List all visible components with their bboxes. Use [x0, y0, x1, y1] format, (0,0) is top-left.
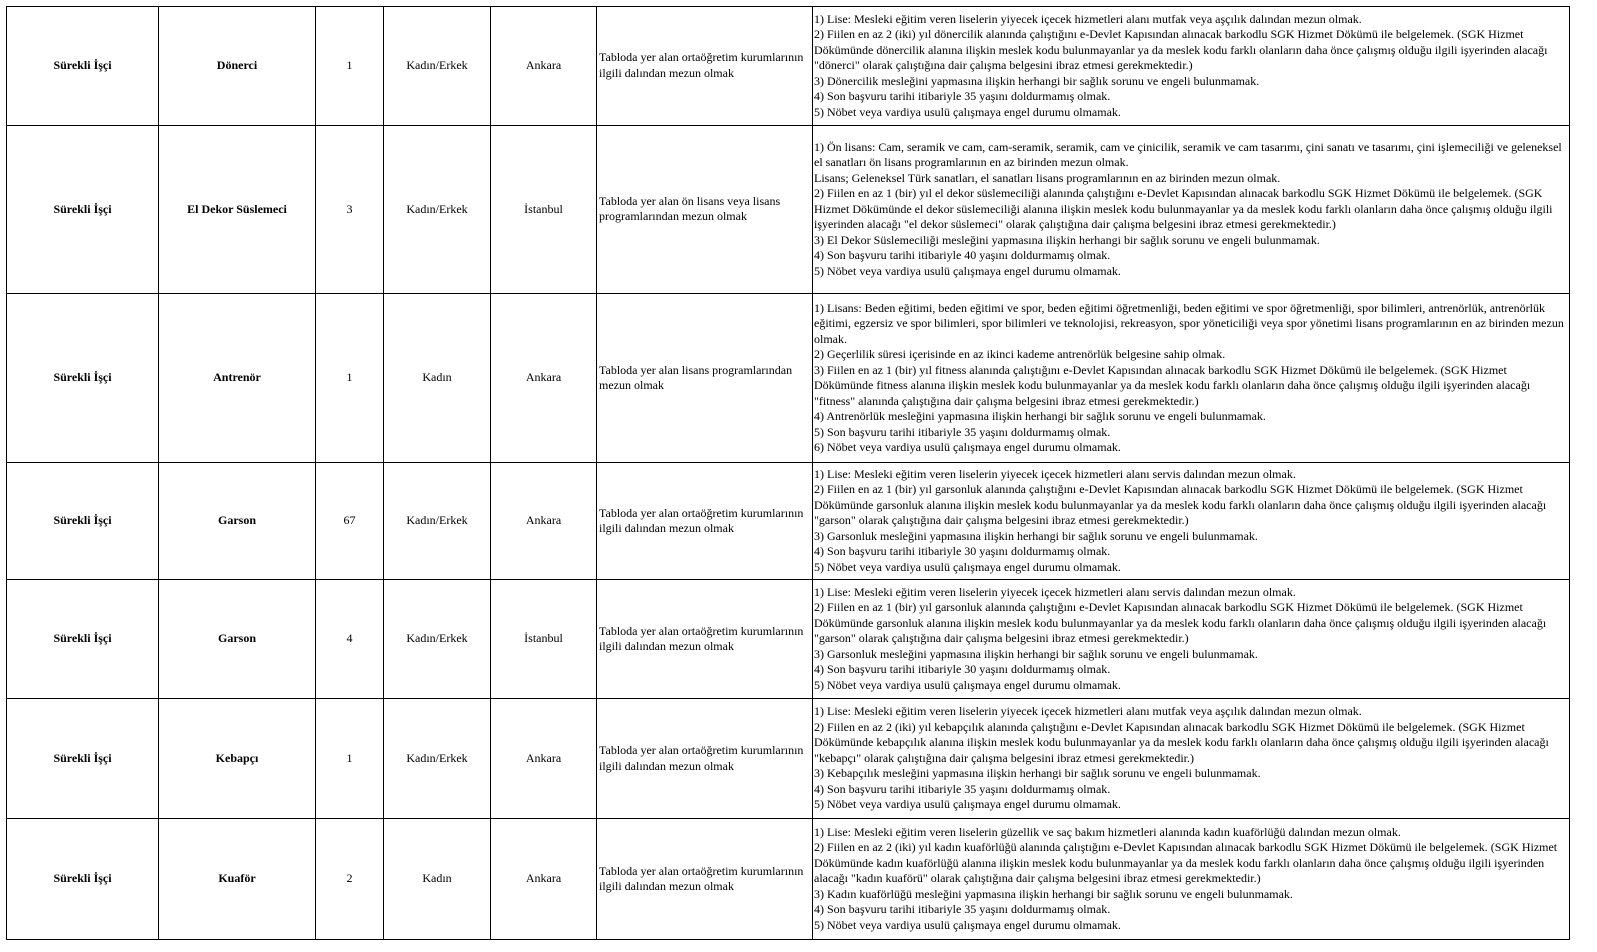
requirement-item: 1) Lise: Mesleki eğitim veren liselerin yiyecek içecek hizmetleri alanı servis dalından mezun olmak. [814, 466, 1296, 481]
special-requirements-cell [813, 125, 1570, 294]
special-requirements-cell [813, 294, 1570, 463]
table-row [7, 819, 1570, 940]
position-title-cell: Garson [159, 462, 316, 580]
employment-type-cell: Sürekli İşçi [7, 294, 159, 463]
table-body [7, 7, 1570, 940]
requirement-item: 1) Lise: Mesleki eğitim veren liselerin yiyecek içecek hizmetleri alanı servis dalından mezun olmak. [814, 584, 1296, 599]
gender-cell: Kadın/Erkek [384, 698, 491, 819]
location-cell: Ankara [491, 698, 597, 819]
job-requirements-table [6, 6, 1570, 940]
requirement-item: 1) Ön lisans: Cam, seramik ve cam, cam-seramik, seramik, cam ve çinicilik, seramik ve cam tasarımı, çini sanatı ve tasarımı, çini işlemeciliği ve geleneksel el sanatları ön lisans programlarının en az birinden mezun olmak. [814, 139, 1562, 170]
position-count-cell: 2 [316, 819, 384, 940]
requirement-item: 5) Nöbet veya vardiya usulü çalışmaya engel durumu olmamak. [814, 559, 1121, 574]
requirement-item: 3) Fiilen en az 1 (bir) yıl fitness alanında çalıştığını e-Devlet Kapısından alınacak barkodlu SGK Hizmet Dökümü ile belgelemek. (SGK Hizmet Dökümünde fitness alanına ilişkin meslek kodu bulunmayanlar ya da meslek kodu farklı olanların daha önce çalışmış olduğu ilgili işyerinden alacağı "fitness" alanında çalıştığına dair çalışma belgesini ibraz etmesi gerekmektedir.) [814, 362, 1531, 408]
requirement-item: 3) Kadın kuaförlüğü mesleğini yapmasına ilişkin herhangi bir sağlık sorunu ve engeli bulunmamak. [814, 886, 1293, 901]
education-requirement-cell: Tabloda yer alan ortaöğretim kurumlarının ilgili dalından mezun olmak [597, 698, 813, 819]
table-row [7, 125, 1570, 294]
table-row [7, 462, 1570, 580]
requirement-item: 2) Fiilen en az 2 (iki) yıl kebapçılık alanında çalıştığını e-Devlet Kapısından alınacak barkodlu SGK Hizmet Dökümü ile belgelemek. (SGK Hizmet Dökümünde kebapçılık alanına ilişkin meslek kodu bulunmayanlar ya da meslek kodu farklı olanların daha önce çalışmış olduğu ilgili işyerinden alacağı "kebapçı" olarak çalıştığına dair çalışma belgesini ibraz etmesi gerekmektedir.) [814, 719, 1549, 765]
location-cell: Ankara [491, 819, 597, 940]
education-requirement-cell: Tabloda yer alan ortaöğretim kurumlarının ilgili dalından mezun olmak [597, 819, 813, 940]
requirement-item: 1) Lise: Mesleki eğitim veren liselerin güzellik ve saç bakım hizmetleri alanında kadın kuaförlüğü dalından mezun olmak. [814, 824, 1401, 839]
location-cell: Ankara [491, 7, 597, 126]
location-cell: İstanbul [491, 125, 597, 294]
requirement-item: 2) Fiilen en az 1 (bir) yıl garsonluk alanında çalıştığını e-Devlet Kapısından alınacak barkodlu SGK Hizmet Dökümü ile belgelemek. (SGK Hizmet Dökümünde garsonluk alanına ilişkin meslek kodu bulunmayanlar ya da meslek kodu farklı olanların daha önce çalışmış olduğu ilgili işyerinden alacağı "garson" olarak çalıştığına dair çalışma belgesini ibraz etmesi gerekmektedir.) [814, 482, 1547, 528]
position-title-cell: Kuaför [159, 819, 316, 940]
requirement-item: 4) Son başvuru tarihi itibariyle 35 yaşını doldurmamış olmak. [814, 902, 1111, 917]
requirement-item: 5) Nöbet veya vardiya usulü çalışmaya engel durumu olmamak. [814, 917, 1121, 932]
position-title-cell: Kebapçı [159, 698, 316, 819]
requirement-item: 2) Geçerlilik süresi içerisinde en az ikinci kademe antrenörlük belgesine sahip olmak. [814, 347, 1226, 362]
requirement-item: 1) Lise: Mesleki eğitim veren liselerin yiyecek içecek hizmetleri alanı mutfak veya aşçılık dalından mezun olmak. [814, 11, 1362, 26]
education-requirement-cell: Tabloda yer alan lisans programlarından mezun olmak [597, 294, 813, 463]
position-title-cell: Antrenör [159, 294, 316, 463]
requirement-item: 2) Fiilen en az 1 (bir) yıl el dekor süslemeciliği alanında çalıştığını e-Devlet Kapısından alınacak barkodlu SGK Hizmet Dökümü ile belgelemek. (SGK Hizmet Dökümünde el dekor süslemeciliği alanına ilişkin meslek kodu bulunmayanlar ya da meslek kodu farklı olanların daha önce çalışmış olduğu ilgili işyerinden alacağı "el dekor süslemeci" olarak çalıştığına dair çalışma belgesini ibraz etmesi gerekmektedir.) [814, 186, 1553, 232]
position-count-cell: 1 [316, 698, 384, 819]
requirement-item: 2) Fiilen en az 1 (bir) yıl garsonluk alanında çalıştığını e-Devlet Kapısından alınacak barkodlu SGK Hizmet Dökümü ile belgelemek. (SGK Hizmet Dökümünde garsonluk alanına ilişkin meslek kodu bulunmayanlar ya da meslek kodu farklı olanların daha önce çalışmış olduğu ilgili işyerinden alacağı "garson" olarak çalıştığına dair çalışma belgesini ibraz etmesi gerekmektedir.) [814, 600, 1547, 646]
table-row [7, 698, 1570, 819]
education-requirement-cell: Tabloda yer alan ortaöğretim kurumlarının ilgili dalından mezun olmak [597, 462, 813, 580]
position-title-cell: El Dekor Süslemeci [159, 125, 316, 294]
requirement-item: 4) Son başvuru tarihi itibariyle 40 yaşını doldurmamış olmak. [814, 248, 1111, 263]
requirement-item: 6) Nöbet veya vardiya usulü çalışmaya engel durumu olmamak. [814, 440, 1121, 455]
special-requirements-cell [813, 580, 1570, 699]
requirement-item: 5) Nöbet veya vardiya usulü çalışmaya engel durumu olmamak. [814, 104, 1121, 119]
position-count-cell: 4 [316, 580, 384, 699]
position-count-cell: 1 [316, 7, 384, 126]
requirement-item: 1) Lise: Mesleki eğitim veren liselerin yiyecek içecek hizmetleri alanı mutfak veya aşçılık dalından mezun olmak. [814, 704, 1362, 719]
education-requirement-cell: Tabloda yer alan ortaöğretim kurumlarının ilgili dalından mezun olmak [597, 580, 813, 699]
requirement-item: 5) Nöbet veya vardiya usulü çalışmaya engel durumu olmamak. [814, 677, 1121, 692]
requirement-item: 3) Garsonluk mesleğini yapmasına ilişkin herhangi bir sağlık sorunu ve engeli bulunmamak. [814, 646, 1258, 661]
gender-cell: Kadın [384, 819, 491, 940]
special-requirements-cell [813, 462, 1570, 580]
position-title-cell: Garson [159, 580, 316, 699]
requirement-item: 4) Antrenörlük mesleğini yapmasına ilişkin herhangi bir sağlık sorunu ve engeli bulunmamak. [814, 409, 1266, 424]
employment-type-cell: Sürekli İşçi [7, 125, 159, 294]
employment-type-cell: Sürekli İşçi [7, 698, 159, 819]
location-cell: Ankara [491, 462, 597, 580]
requirement-item: 3) Garsonluk mesleğini yapmasına ilişkin herhangi bir sağlık sorunu ve engeli bulunmamak. [814, 528, 1258, 543]
requirement-item: 3) Kebapçılık mesleğini yapmasına ilişkin herhangi bir sağlık sorunu ve engeli bulunmamak. [814, 766, 1261, 781]
requirement-item: 1) Lisans: Beden eğitimi, beden eğitimi ve spor, beden eğitimi öğretmenliği, beden eğitimi ve spor öğretmenliği, spor bilimleri, antrenörlük, antrenörlük eğitimi, egzersiz ve spor bilimleri, spor bilimleri ve teknolojisi, rekreasyon, spor yöneticiliği veya spor yönetimi lisans programlarının en az birinden mezun olmak. [814, 300, 1564, 346]
requirement-item: 4) Son başvuru tarihi itibariyle 35 yaşını doldurmamış olmak. [814, 89, 1111, 103]
position-count-cell: 1 [316, 294, 384, 463]
employment-type-cell: Sürekli İşçi [7, 462, 159, 580]
education-requirement-cell: Tabloda yer alan ön lisans veya lisans programlarından mezun olmak [597, 125, 813, 294]
table-row [7, 7, 1570, 126]
location-cell: Ankara [491, 294, 597, 463]
requirement-item: 4) Son başvuru tarihi itibariyle 30 yaşını doldurmamış olmak. [814, 544, 1111, 559]
gender-cell: Kadın/Erkek [384, 462, 491, 580]
requirement-item: 3) Dönercilik mesleğini yapmasına ilişkin herhangi bir sağlık sorunu ve engeli bulunmamak. [814, 73, 1260, 88]
requirement-item: 3) El Dekor Süslemeciliği mesleğini yapmasına ilişkin herhangi bir sağlık sorunu ve engeli bulunmamak. [814, 232, 1320, 247]
table-row [7, 580, 1570, 699]
requirement-item: 4) Son başvuru tarihi itibariyle 30 yaşını doldurmamış olmak. [814, 662, 1111, 677]
employment-type-cell: Sürekli İşçi [7, 819, 159, 940]
special-requirements-cell [813, 698, 1570, 819]
requirement-item: 4) Son başvuru tarihi itibariyle 35 yaşını doldurmamış olmak. [814, 781, 1111, 796]
special-requirements-cell [813, 7, 1570, 126]
special-requirements-cell [813, 819, 1570, 940]
position-count-cell: 3 [316, 125, 384, 294]
employment-type-cell: Sürekli İşçi [7, 580, 159, 699]
gender-cell: Kadın [384, 294, 491, 463]
requirement-item: 5) Nöbet veya vardiya usulü çalışmaya engel durumu olmamak. [814, 797, 1121, 812]
gender-cell: Kadın/Erkek [384, 125, 491, 294]
requirement-item: 2) Fiilen en az 2 (iki) yıl kadın kuaförlüğü alanında çalıştığını e-Devlet Kapısından alınacak barkodlu SGK Hizmet Dökümü ile belgelemek. (SGK Hizmet Dökümünde kadın kuaförlüğü alanına ilişkin meslek kodu bulunmayanlar ya da meslek kodu farklı olanların daha önce çalışmış olduğu ilgili işyerinden alacağı "kadın kuaförü" olarak çalıştığına dair çalışma belgesini ibraz etmesi gerekmektedir.) [814, 840, 1558, 886]
table-row [7, 294, 1570, 463]
education-requirement-cell: Tabloda yer alan ortaöğretim kurumlarının ilgili dalından mezun olmak [597, 7, 813, 126]
requirement-item: 2) Fiilen en az 2 (iki) yıl dönercilik alanında çalıştığını e-Devlet Kapısından alınacak barkodlu SGK Hizmet Dökümü ile belgelemek. (SGK Hizmet Dökümünde dönercilik alanına ilişkin meslek kodu bulunmayanlar ya da meslek kodu farklı olanların daha önce çalışmış olduğu ilgili işyerinden alacağı "dönerci" olarak çalıştığına dair çalışma belgesini ibraz etmesi gerekmektedir.) [814, 27, 1548, 72]
requirement-item: Lisans; Geleneksel Türk sanatları, el sanatları lisans programlarının en az birinden mezun olmak. [814, 170, 1281, 185]
gender-cell: Kadın/Erkek [384, 7, 491, 126]
gender-cell: Kadın/Erkek [384, 580, 491, 699]
requirement-item: 5) Son başvuru tarihi itibariyle 35 yaşını doldurmamış olmak. [814, 424, 1111, 439]
employment-type-cell: Sürekli İşçi [7, 7, 159, 126]
requirement-item: 5) Nöbet veya vardiya usulü çalışmaya engel durumu olmamak. [814, 263, 1121, 278]
position-count-cell: 67 [316, 462, 384, 580]
location-cell: İstanbul [491, 580, 597, 699]
position-title-cell: Dönerci [159, 7, 316, 126]
